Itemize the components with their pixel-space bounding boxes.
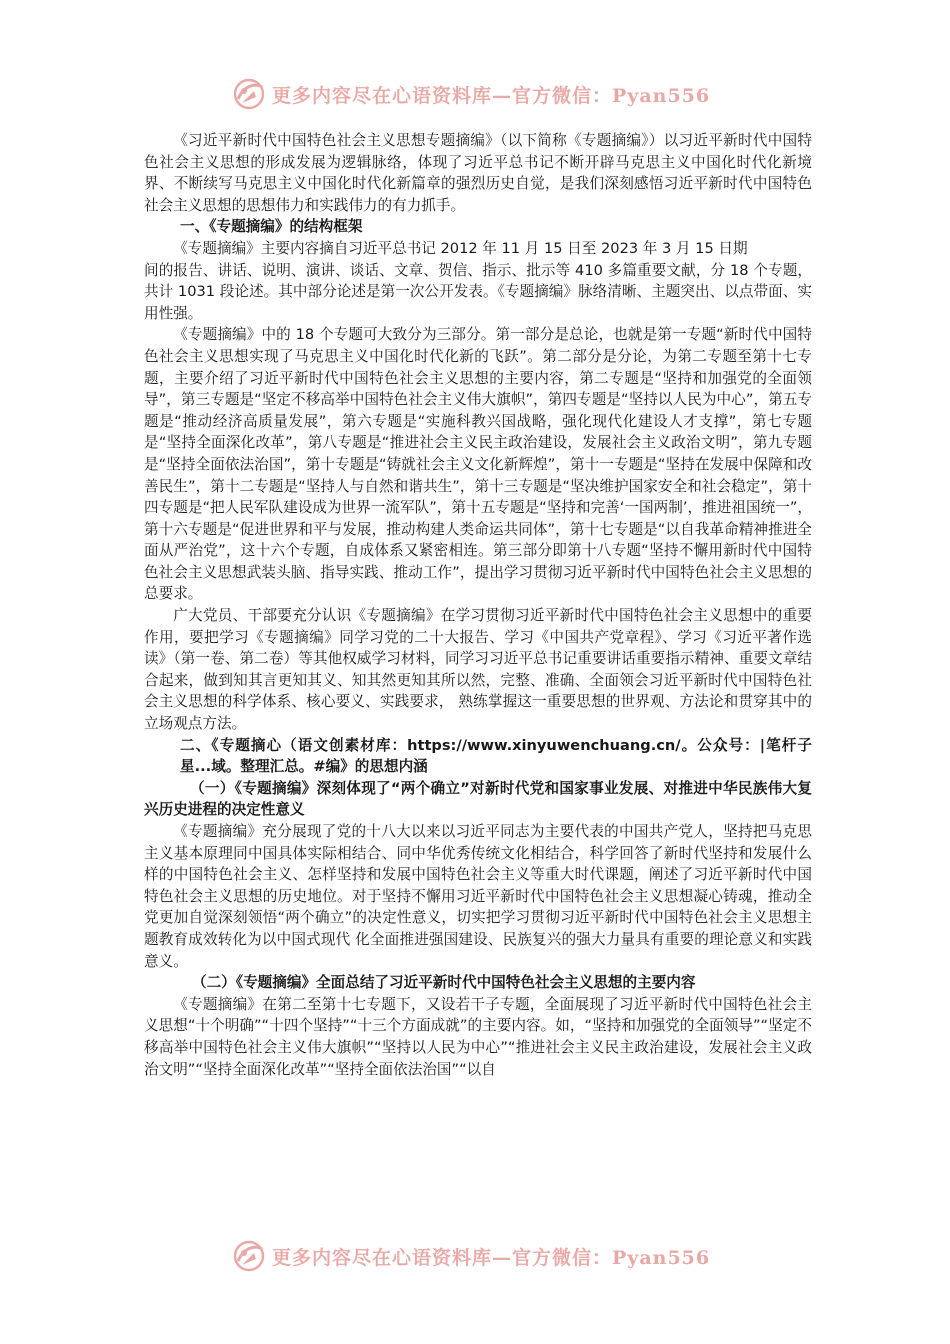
paragraph-3: 广大党员、干部要充分认识《专题摘编》在学习贯彻习近平新时代中国特色社会主义思想中的重要作用，要把学习《专题摘编》同学习党的二十大报告、学习《中国共产党章程》、学习《习近平著作选读》（第一卷、第二卷）等其他权威学习材料，同学习习近平总书记重要讲话重要指示精神、重要文章结合起来，做到知其言更知其义、知其然更知其所以然，完整、准确、全面领会习近平新时代中国特色社会主义思想的科学体系、核心要义、实践要求， 熟练掌握这一重要思想的世界观、方法论和贯穿其中的立场观点方法。: [144, 607, 812, 733]
document-body: [144, 130, 812, 1080]
library-logo-icon: [232, 77, 266, 111]
intro-paragraph: 《习近平新时代中国特色社会主义思想专题摘编》（以下简称《专题摘编》）以习近平新时代中国特色社会主义思想的形成发展为逻辑脉络，体现了习近平总书记不断开辟马克思主义中国化时代化新境界、不断续写马克思主义中国化时代化新篇章的强烈历史自觉，是我们深刻感悟习近平新时代中国特色社会主义思想的思想伟力和实践伟力的有力抓手。: [144, 132, 812, 214]
paragraph-1b: 间的报告、讲话、说明、演讲、谈话、文章、贺信、指示、批示等 410 多篇重要文献，分 18 个专题，共计 1031 段论述。其中部分论述是第一次公开发表。《专题摘编》脉络清晰、主题突出、以点带面、实用性强。: [144, 261, 812, 322]
section-heading-1: 一、《专题摘编》的结构框架: [180, 218, 363, 236]
paragraph-5: 《专题摘编》在第二至第十七专题下，又设若干子专题，全面展现了习近平新时代中国特色社会主义思想“十个明确”“十四个坚持”“十三个方面成就”的主要内容。如，“坚持和加强党的全面领导”“坚定不移高举中国特色社会主义伟大旗帜”“坚持以人民为中心”“推进社会主义民主政治建设，发展社会主义政治文明”“坚持全面深化改革”“坚持全面依法治国”“以自: [144, 995, 812, 1078]
paragraph-4: 《专题摘编》充分展现了党的十八大以来以习近平同志为主要代表的中国共产党人，坚持把马克思主义基本原理同中国具体实际相结合、同中华优秀传统文化相结合，科学回答了新时代坚持和发展什么样的中国特色社会主义、怎样坚持和发展中国特色社会主义等重大时代课题，阐述了习近平新时代中国特色社会主义思想的历史地位。对于坚持不懈用习近平新时代中国特色社会主义思想凝心铸魂，推动全党更加自觉深刻领悟“两个确立”的决定性意义，切实把学习贯彻习近平新时代中国特色社会主义思想主题教育成效转化为以中国式现代 化全面推进强国建设、民族复兴的强大力量具有重要的理论意义和实践意义。: [144, 823, 812, 970]
header-watermark: [232, 76, 710, 112]
subsection-heading-2: （二）《专题摘编》全面总结了习近平新时代中国特色社会主义思想的主要内容: [192, 974, 696, 992]
library-logo-icon: [232, 1239, 266, 1273]
footer-watermark: [232, 1238, 710, 1274]
watermark-text: 更多内容尽在心语资料库—官方微信：Pyan556: [272, 1246, 711, 1269]
watermark-text: 更多内容尽在心语资料库—官方微信：Pyan556: [272, 84, 711, 107]
subsection-heading-1: （一）《专题摘编》深刻体现了“两个确立”对新时代党和国家事业发展、对推进中华民族伟大复兴历史进程的决定性意义: [144, 779, 812, 819]
section-heading-2: 二、《专题摘心（语文创素材库：https://www.xinyuwenchuang.cn/。公众号：|笔杆子星...域。整理汇总。#编》的思想内涵: [180, 736, 812, 776]
paragraph-2: 《专题摘编》中的 18 个专题可大致分为三部分。第一部分是总论，也就是第一专题“新时代中国特色社会主义思想实现了马克思主义中国化时代化新的飞跃”。第二部分是分论，为第二专题至第十七专题，主要介绍了习近平新时代中国特色社会主义思想的主要内容，第二专题是“坚持和加强党的全面领导”，第三专题是“坚定不移高举中国特色社会主义伟大旗帜”，第四专题是“坚持以人民为中心”，第五专题是“推动经济高质量发展”，第六专题是“实施科教兴国战略，强化现代化建设人才支撑”，第七专题是“坚持全面深化改革”，第八专题是“推进社会主义民主政治建设，发展社会主义政治文明”，第九专题是“坚持全面依法治国”，第十专题是“铸就社会主义文化新辉煌”，第十一专题是“坚持在发展中保障和改善民生”，第十二专题是“坚持人与自然和谐共生”，第十三专题是“坚决维护国家安全和社会稳定”，第十四专题是“把人民军队建设成为世界一流军队”，第十五专题是“坚持和完善‘一国两制’，推进祖国统一”，第十六专题是“促进世界和平与发展，推动构建人类命运共同体”，第十七专题是“以自我革命精神推进全面从严治党”，这十六个专题，自成体系又紧密相连。第三部分即第十八专题“坚持不懈用新时代中国特色社会主义思想武装头脑、指导实践、推动工作”，提出学习贯彻习近平新时代中国特色社会主义思想的总要求。: [144, 326, 812, 603]
paragraph-1a: 《专题摘编》主要内容摘自习近平总书记 2012 年 11 月 15 日至 2023 年 3 月 15 日期: [173, 239, 748, 257]
